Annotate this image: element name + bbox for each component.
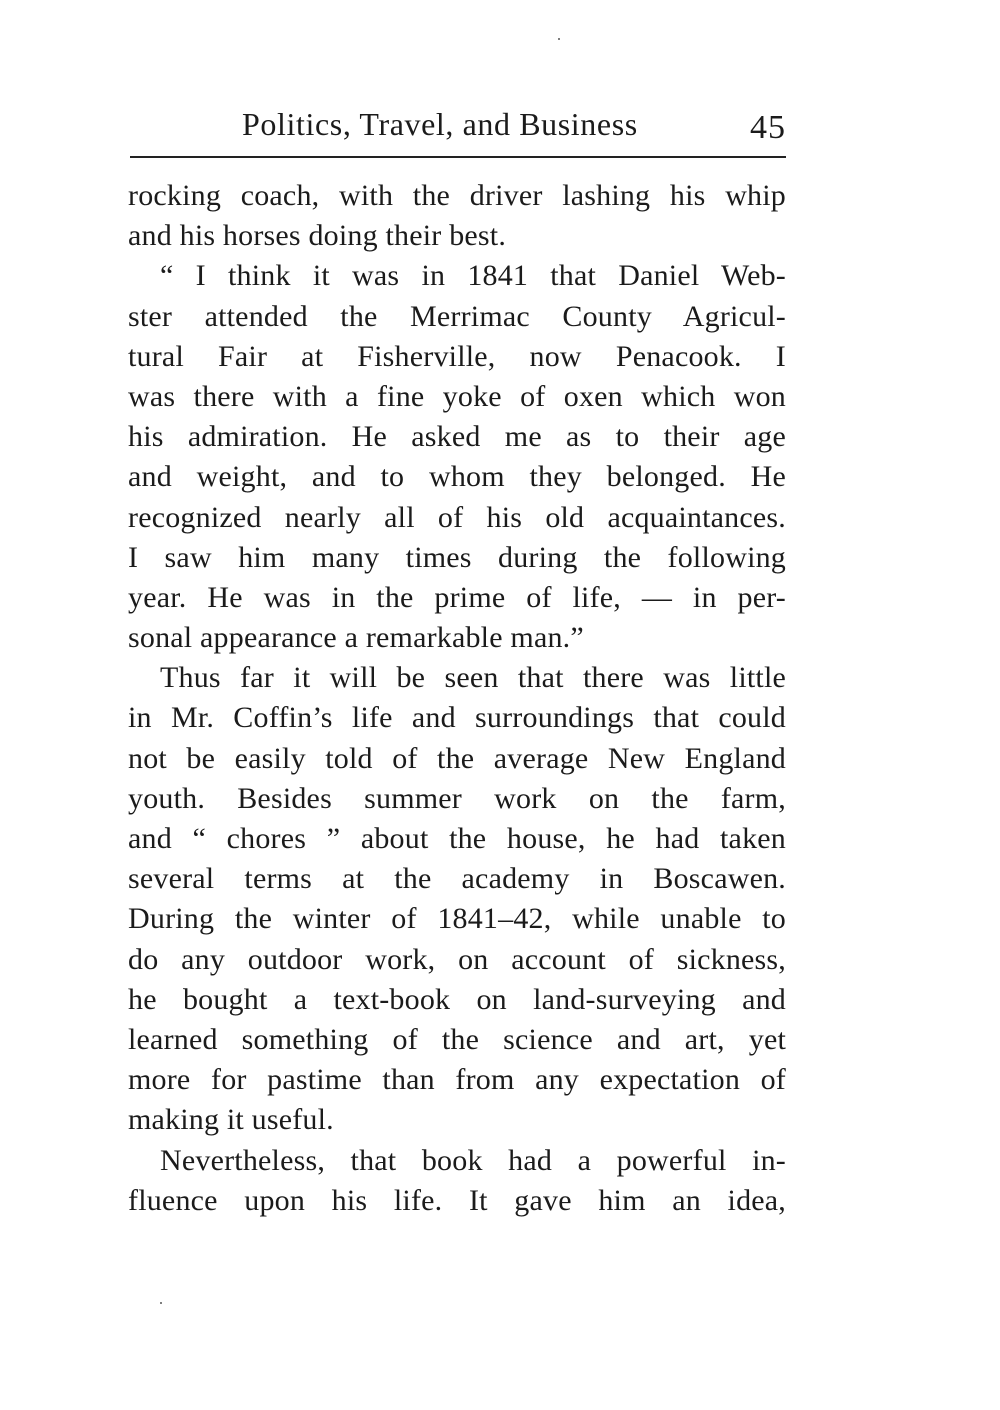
text-line: do any outdoor work, on account of sickness, [128, 942, 786, 976]
text-line: and his horses doing their best. [128, 219, 507, 253]
text-line: ster attended the Merrimac County Agricul- [128, 299, 786, 333]
text-line: and weight, and to whom they belonged. He [128, 460, 786, 494]
text-line: year. He was in the prime of life, — in per- [128, 580, 786, 614]
text-line: fluence upon his life. It gave him an idea, [128, 1183, 786, 1217]
running-title: Politics, Travel, and Business [242, 106, 638, 142]
body-text [128, 176, 786, 1221]
page-number: 45 [750, 109, 786, 146]
text-line: Thus far it will be seen that there was little [160, 661, 786, 695]
text-line: several terms at the academy in Boscawen. [128, 862, 786, 896]
text-line: “ I think it was in 1841 that Daniel Web- [160, 259, 786, 293]
text-line: and “ chores ” about the house, he had taken [128, 822, 786, 855]
text-line: youth. Besides summer work on the farm, [128, 781, 786, 815]
text-line: was there with a fine yoke of oxen which won [128, 379, 786, 413]
text-line: in Mr. Coffin’s life and surroundings that could [128, 701, 786, 735]
text-line: rocking coach, with the driver lashing his whip [128, 179, 786, 212]
text-line: learned something of the science and art, yet [128, 1022, 786, 1056]
text-line: Nevertheless, that book had a powerful in- [160, 1143, 786, 1177]
text-line: During the winter of 1841–42, while unable to [128, 902, 786, 936]
text-line: recognized nearly all of his old acquaintances. [128, 500, 786, 534]
text-line: he bought a text-book on land-surveying and [128, 982, 786, 1016]
text-line: sonal appearance a remarkable man.” [128, 621, 584, 655]
text-line: more for pastime than from any expectation of [128, 1063, 786, 1097]
text-line: tural Fair at Fisherville, now Penacook. I [128, 339, 786, 373]
paper-speck [558, 38, 560, 40]
text-line: making it useful. [128, 1103, 334, 1137]
text-line: I saw him many times during the following [128, 540, 786, 574]
text-line: not be easily told of the average New England [128, 741, 786, 775]
paper-speck [160, 1302, 162, 1304]
text-line: his admiration. He asked me as to their age [128, 420, 786, 454]
header-rule [130, 156, 786, 158]
running-header [128, 102, 786, 150]
